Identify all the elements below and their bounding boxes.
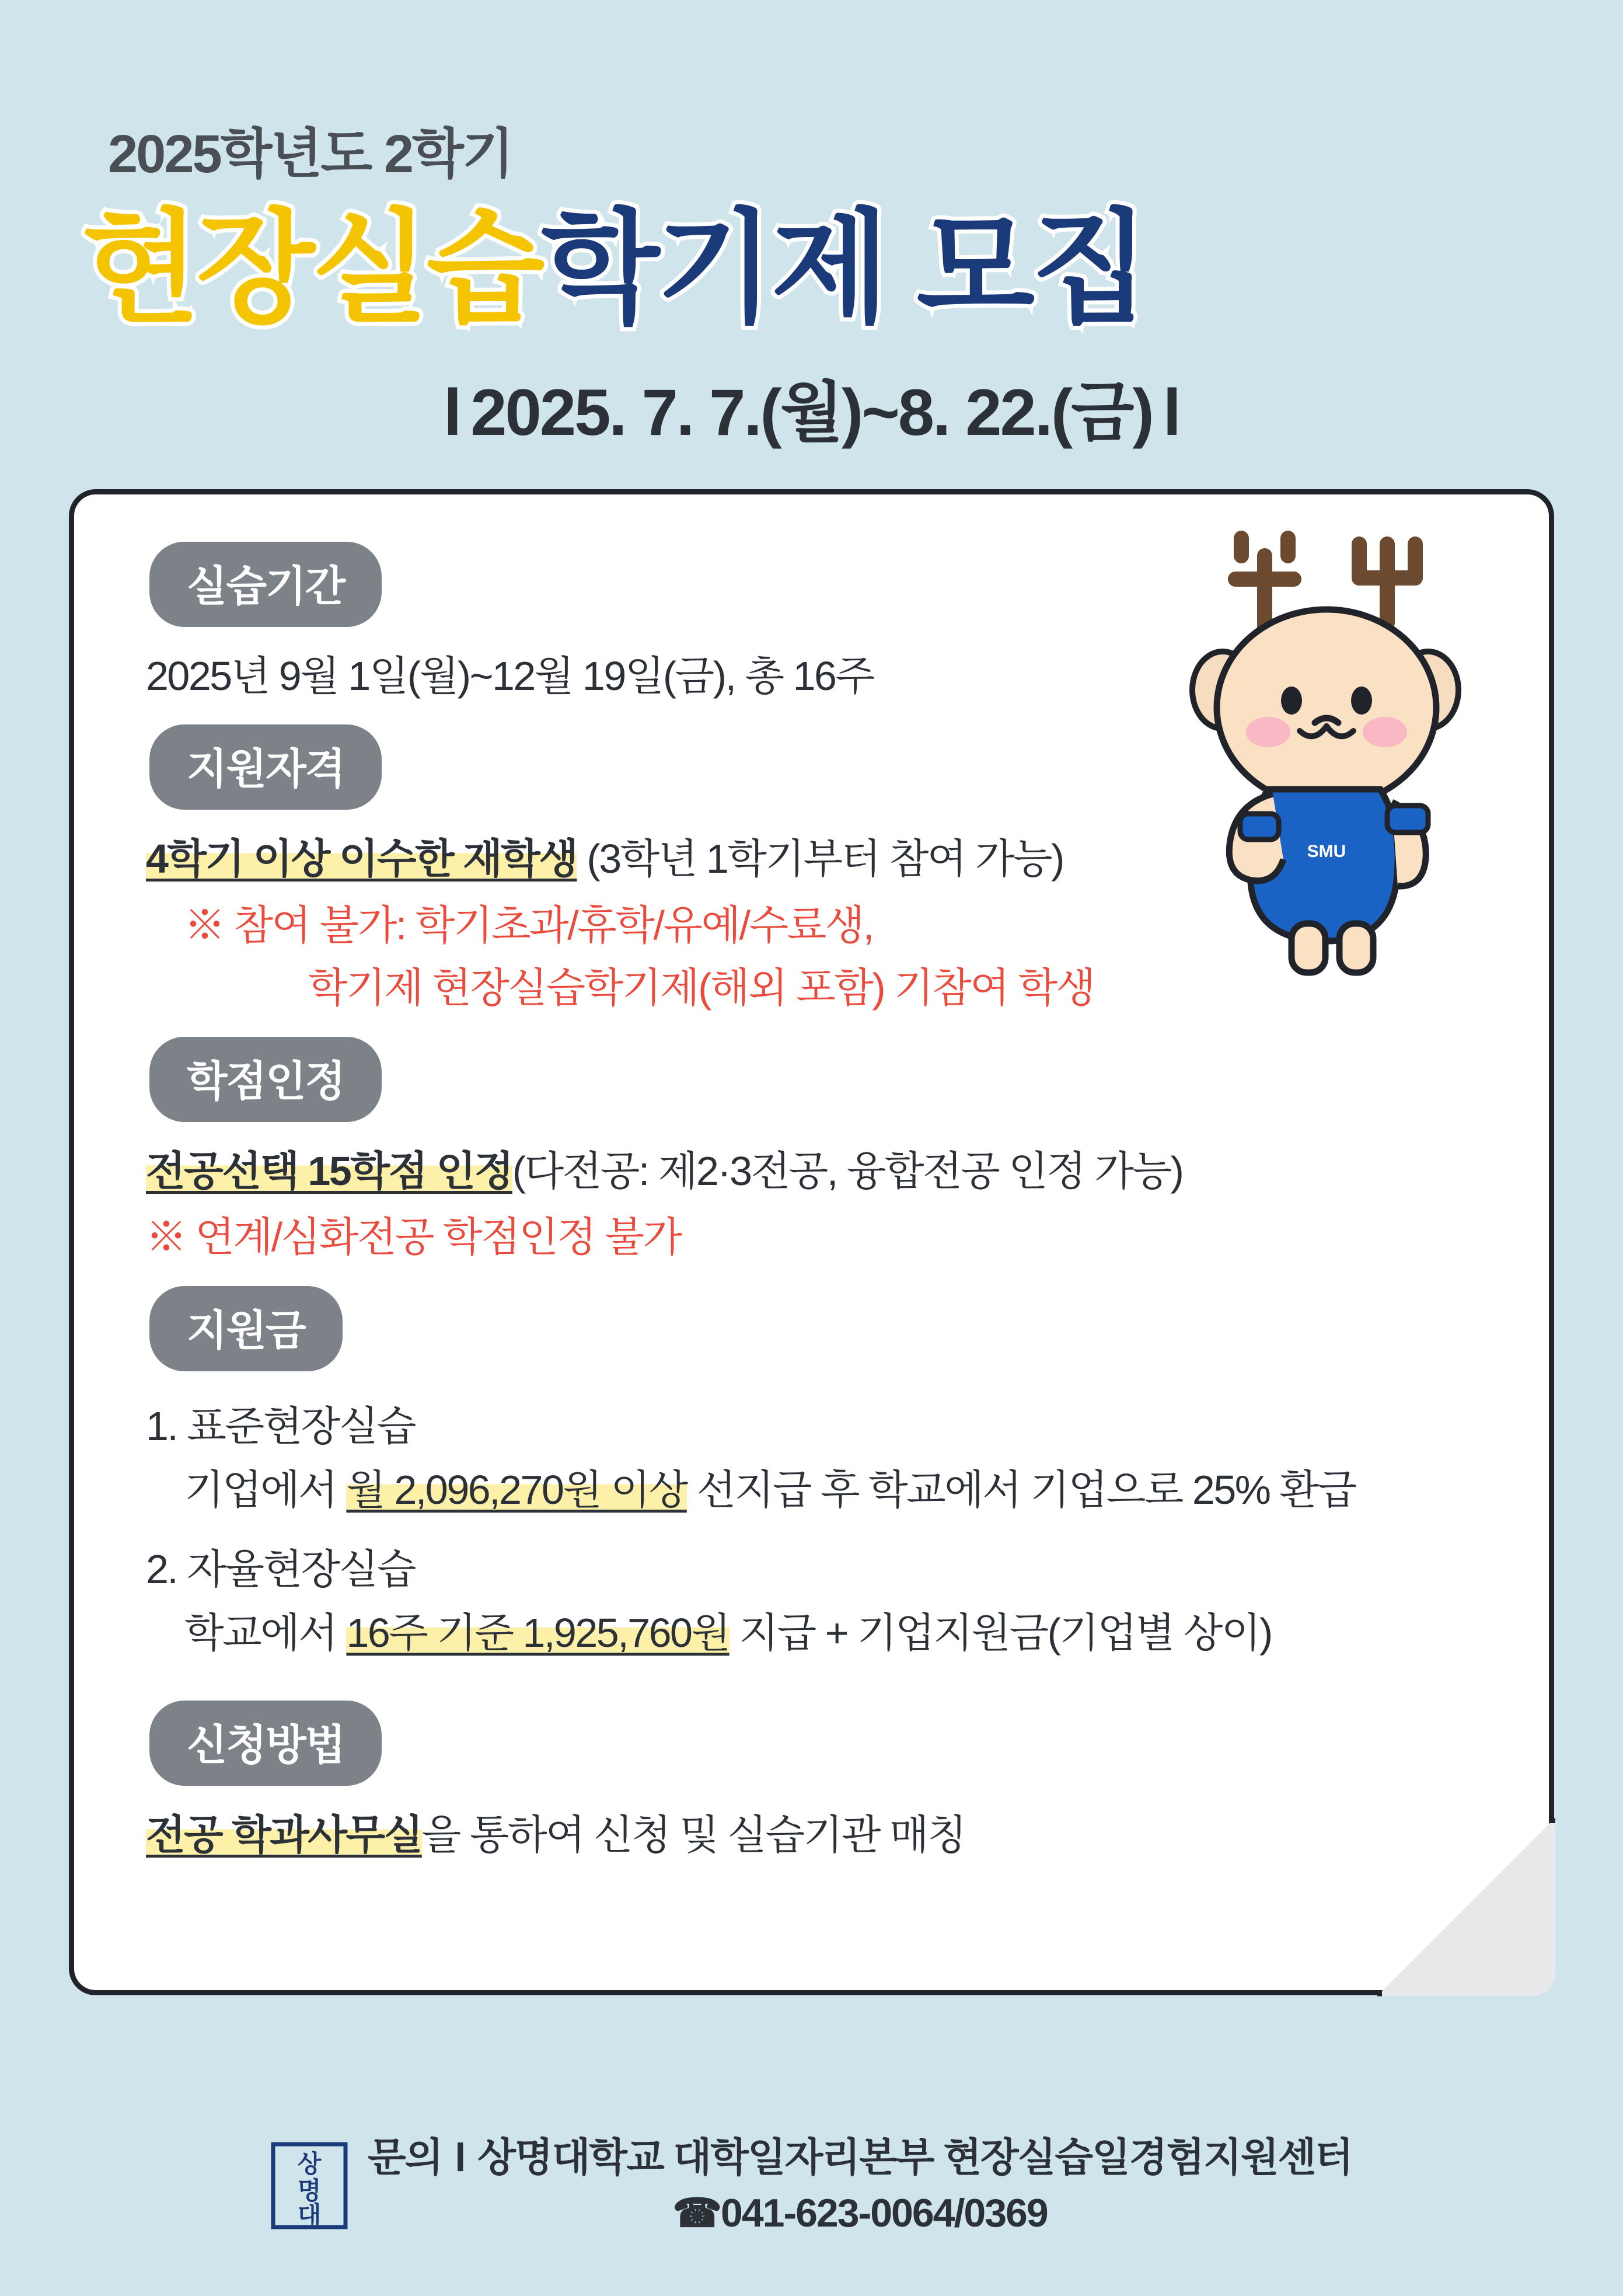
- footer-inquiry-label: 문의: [368, 2135, 442, 2180]
- funding-item-2-detail: [184, 1604, 1490, 1663]
- smu-logo-icon: [271, 2142, 348, 2229]
- header-subtitle: 2025학년도 2학기: [108, 124, 512, 184]
- label-credits: 학점인정: [149, 1037, 382, 1122]
- footer: [0, 2131, 1623, 2240]
- eligibility-note-1: ※ 참여 불가: 학기초과/휴학/유예/수료생,: [184, 902, 873, 948]
- label-funding: 지원금: [149, 1286, 343, 1371]
- credits-rest: (다전공: 제2·3전공, 융합전공 인정 가능): [512, 1148, 1183, 1194]
- label-period: 실습기간: [149, 542, 382, 627]
- label-apply: 신청방법: [149, 1701, 382, 1786]
- funding-item-1-amount: 월 2,096,270원 이상: [346, 1467, 687, 1513]
- funding-item-1-detail: [184, 1461, 1490, 1520]
- svg-text:상: 상: [297, 2149, 322, 2177]
- funding-item-2-pre: 학교에서: [184, 1610, 347, 1656]
- eligibility-rest: (3학년 1학기부터 참여 가능): [577, 836, 1063, 882]
- apply-highlight: 전공 학과사무실: [146, 1811, 422, 1858]
- info-card-wrapper: [69, 489, 1554, 1995]
- funding-item-2-post: 지급 + 기업지원금(기업별 상이): [729, 1610, 1272, 1656]
- credits-main: [146, 1142, 1490, 1201]
- footer-separator: l: [455, 2135, 465, 2180]
- footer-phone: ☎041-623-0064/0369: [672, 2190, 1048, 2235]
- page-title: [82, 200, 1623, 337]
- credits-highlight: 전공선택 15학점 인정: [146, 1148, 512, 1194]
- section-credits: [133, 1037, 1490, 1267]
- section-funding: [133, 1286, 1490, 1663]
- page-title-part-navy: 학기제 모집: [541, 200, 1147, 337]
- mascot-shirt-text: SMU: [1307, 841, 1346, 861]
- funding-item-2-title: 2. 자율현장실습: [146, 1546, 416, 1592]
- date-bar-left: l: [444, 375, 460, 449]
- eligibility-note-2: 학기제 현장실습학기제(해외 포함) 기참여 학생: [308, 965, 1094, 1011]
- date-range: 2025. 7. 7.(월)~8. 22.(금): [470, 375, 1153, 449]
- footer-org: 상명대학교 대학일자리본부 현장실습일경험지원센터: [477, 2135, 1352, 2180]
- label-eligibility: 지원자격: [149, 724, 382, 810]
- recruitment-dates: [0, 360, 1623, 454]
- period-text: 2025년 9월 1일(월)~12월 19일(금), 총 16주: [146, 653, 874, 699]
- info-card-content: [69, 489, 1554, 1995]
- mascot-character: [1154, 515, 1504, 999]
- eligibility-highlight: 4학기 이상 이수한 재학생: [146, 836, 577, 882]
- apply-rest: 을 통하여 신청 및 실습기관 매칭: [421, 1811, 966, 1858]
- footer-text: [368, 2131, 1352, 2240]
- funding-item-1-pre: 기업에서: [184, 1467, 347, 1513]
- funding-item-2-amount: 16주 기준 1,925,760원: [346, 1610, 730, 1656]
- credits-note: ※ 연계/심화전공 학점인정 불가: [146, 1214, 681, 1260]
- date-bar-right: l: [1163, 375, 1179, 449]
- page-title-part-yellow: 현장실습: [82, 200, 542, 337]
- poster-header: [0, 0, 1623, 454]
- funding-item-1-title: 1. 표준현장실습: [146, 1403, 416, 1449]
- apply-main: [146, 1806, 1490, 1865]
- svg-text:대: 대: [297, 2201, 322, 2229]
- svg-text:명: 명: [297, 2176, 322, 2204]
- funding-item-1-post: 선지급 후 학교에서 기업으로 25% 환급: [686, 1467, 1356, 1513]
- footer-line-1: [368, 2131, 1352, 2184]
- section-apply: [133, 1701, 1490, 1865]
